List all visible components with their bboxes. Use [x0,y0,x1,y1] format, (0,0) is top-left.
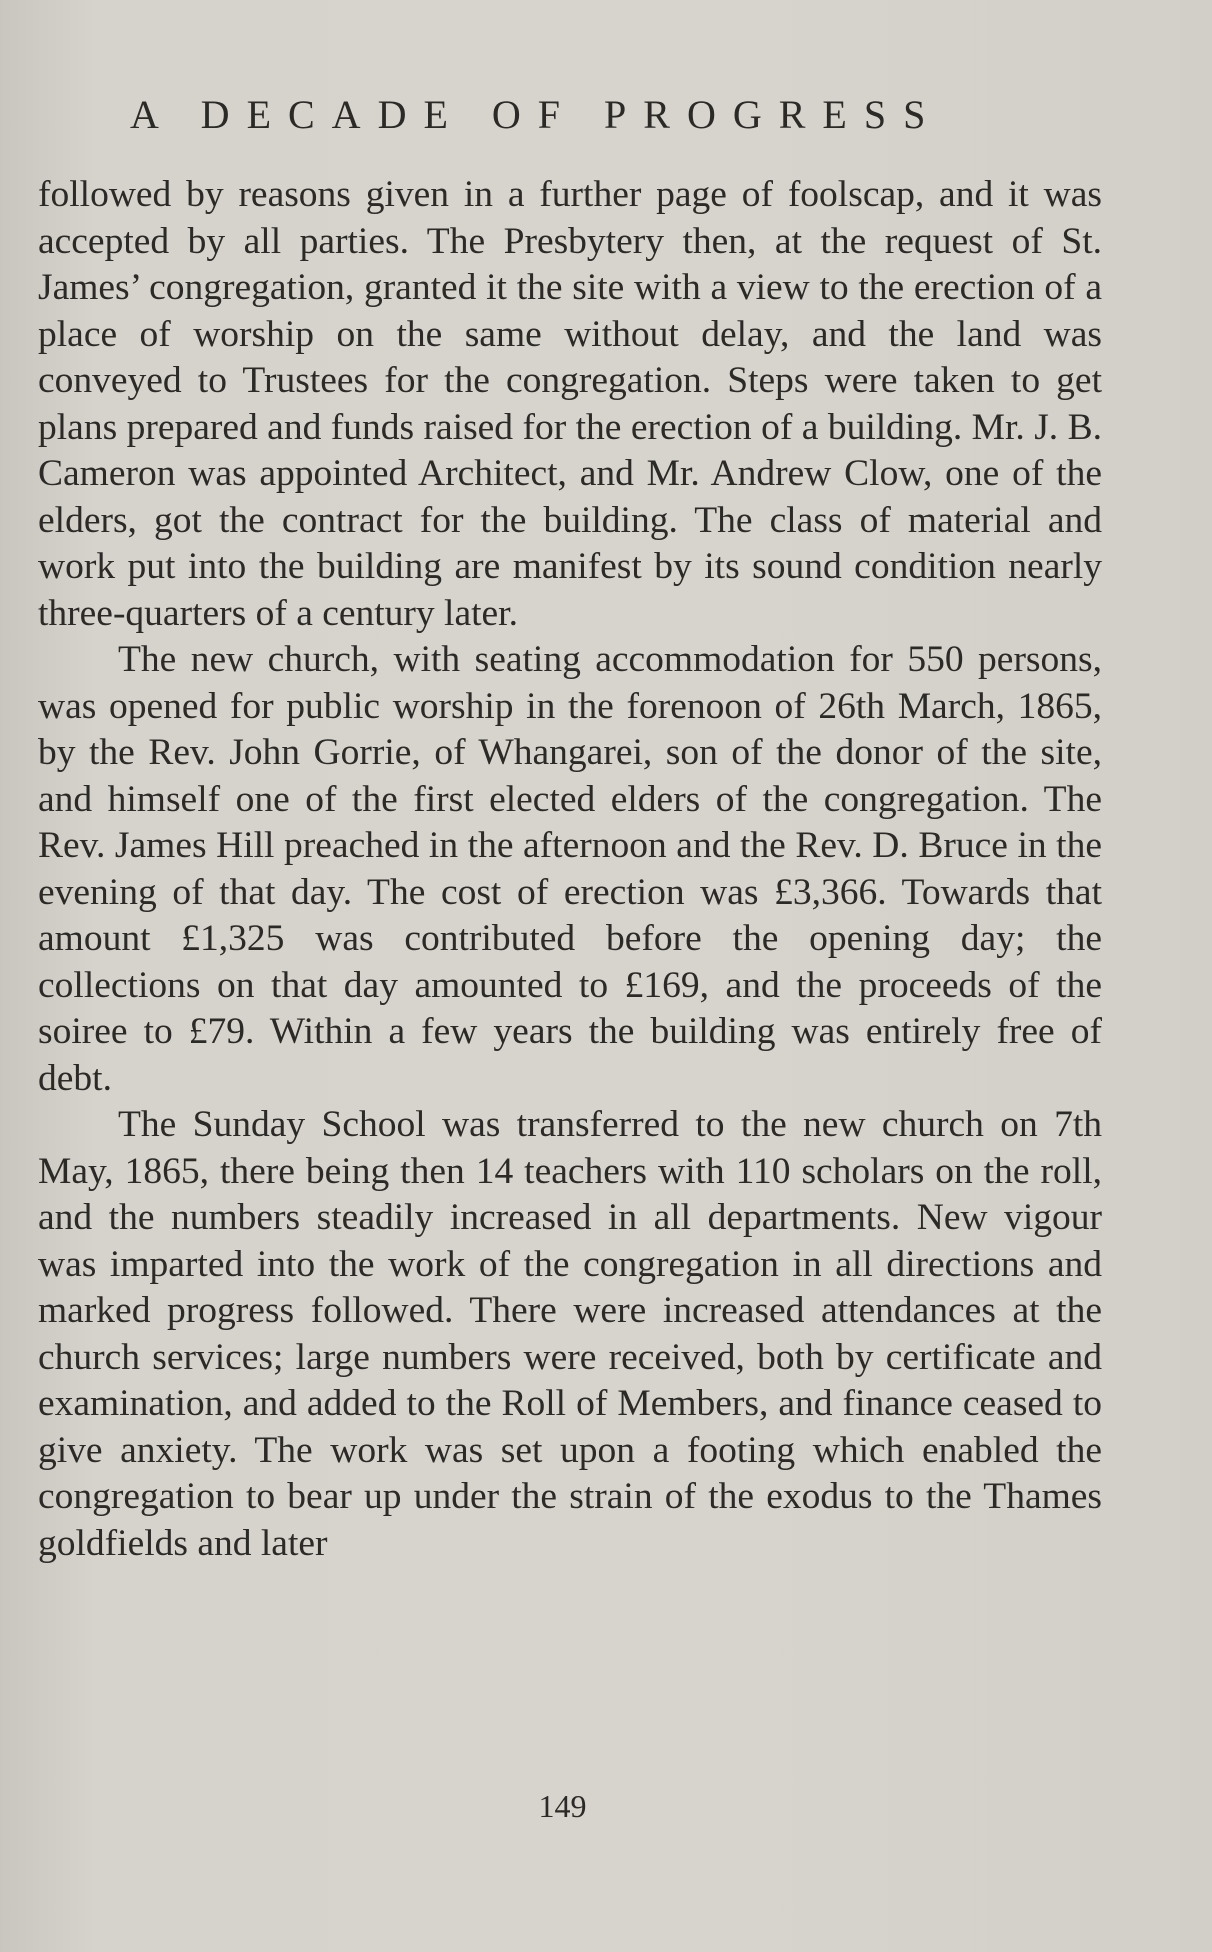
paragraph-1: followed by reasons given in a further page of foolscap, and it was accepted by all parties. The Presbytery then, at the request of St. James’ congregation, granted it the site with a view to the erection of a place of worship on the same without delay, and the land was conveyed to Trustees for the congregation. Steps were taken to get plans prepared and funds raised for the erection of a building. Mr. J. B. Cameron was appointed Architect, and Mr. Andrew Clow, one of the elders, got the contract for the building. The class of material and work put into the building are manifest by its sound condition nearly three-quarters of a century later. [38,174,1102,634]
body-text [38,172,1102,1567]
page-number: 149 [538,1788,587,1824]
paragraph-3: The Sunday School was transferred to the new church on 7th May, 1865, there being then 14 teachers with 110 scholars on the roll, and the numbers steadily increased in all departments. New vigour was imparted into the work of the congregation in all directions and marked progress followed. There were increased attendances at the church services; large numbers were received, both by certificate and examination, and added to the Roll of Members, and finance ceased to give anxiety. The work was set upon a footing which enabled the congregation to bear up under the strain of the exodus to the Thames goldfields and later [38,1104,1102,1564]
paragraph-2: The new church, with seating accommodation for 550 persons, was opened for public worship in the forenoon of 26th March, 1865, by the Rev. John Gorrie, of Whangarei, son of the donor of the site, and himself one of the first elected elders of the congregation. The Rev. James Hill preached in the afternoon and the Rev. D. Bruce in the evening of that day. The cost of erection was £3,366. Towards that amount £1,325 was contributed before the opening day; the collections on that day amounted to £169, and the proceeds of the soiree to £79. Within a few years the building was entirely free of debt. [38,639,1102,1099]
running-head: A DECADE OF PROGRESS [130,92,943,137]
